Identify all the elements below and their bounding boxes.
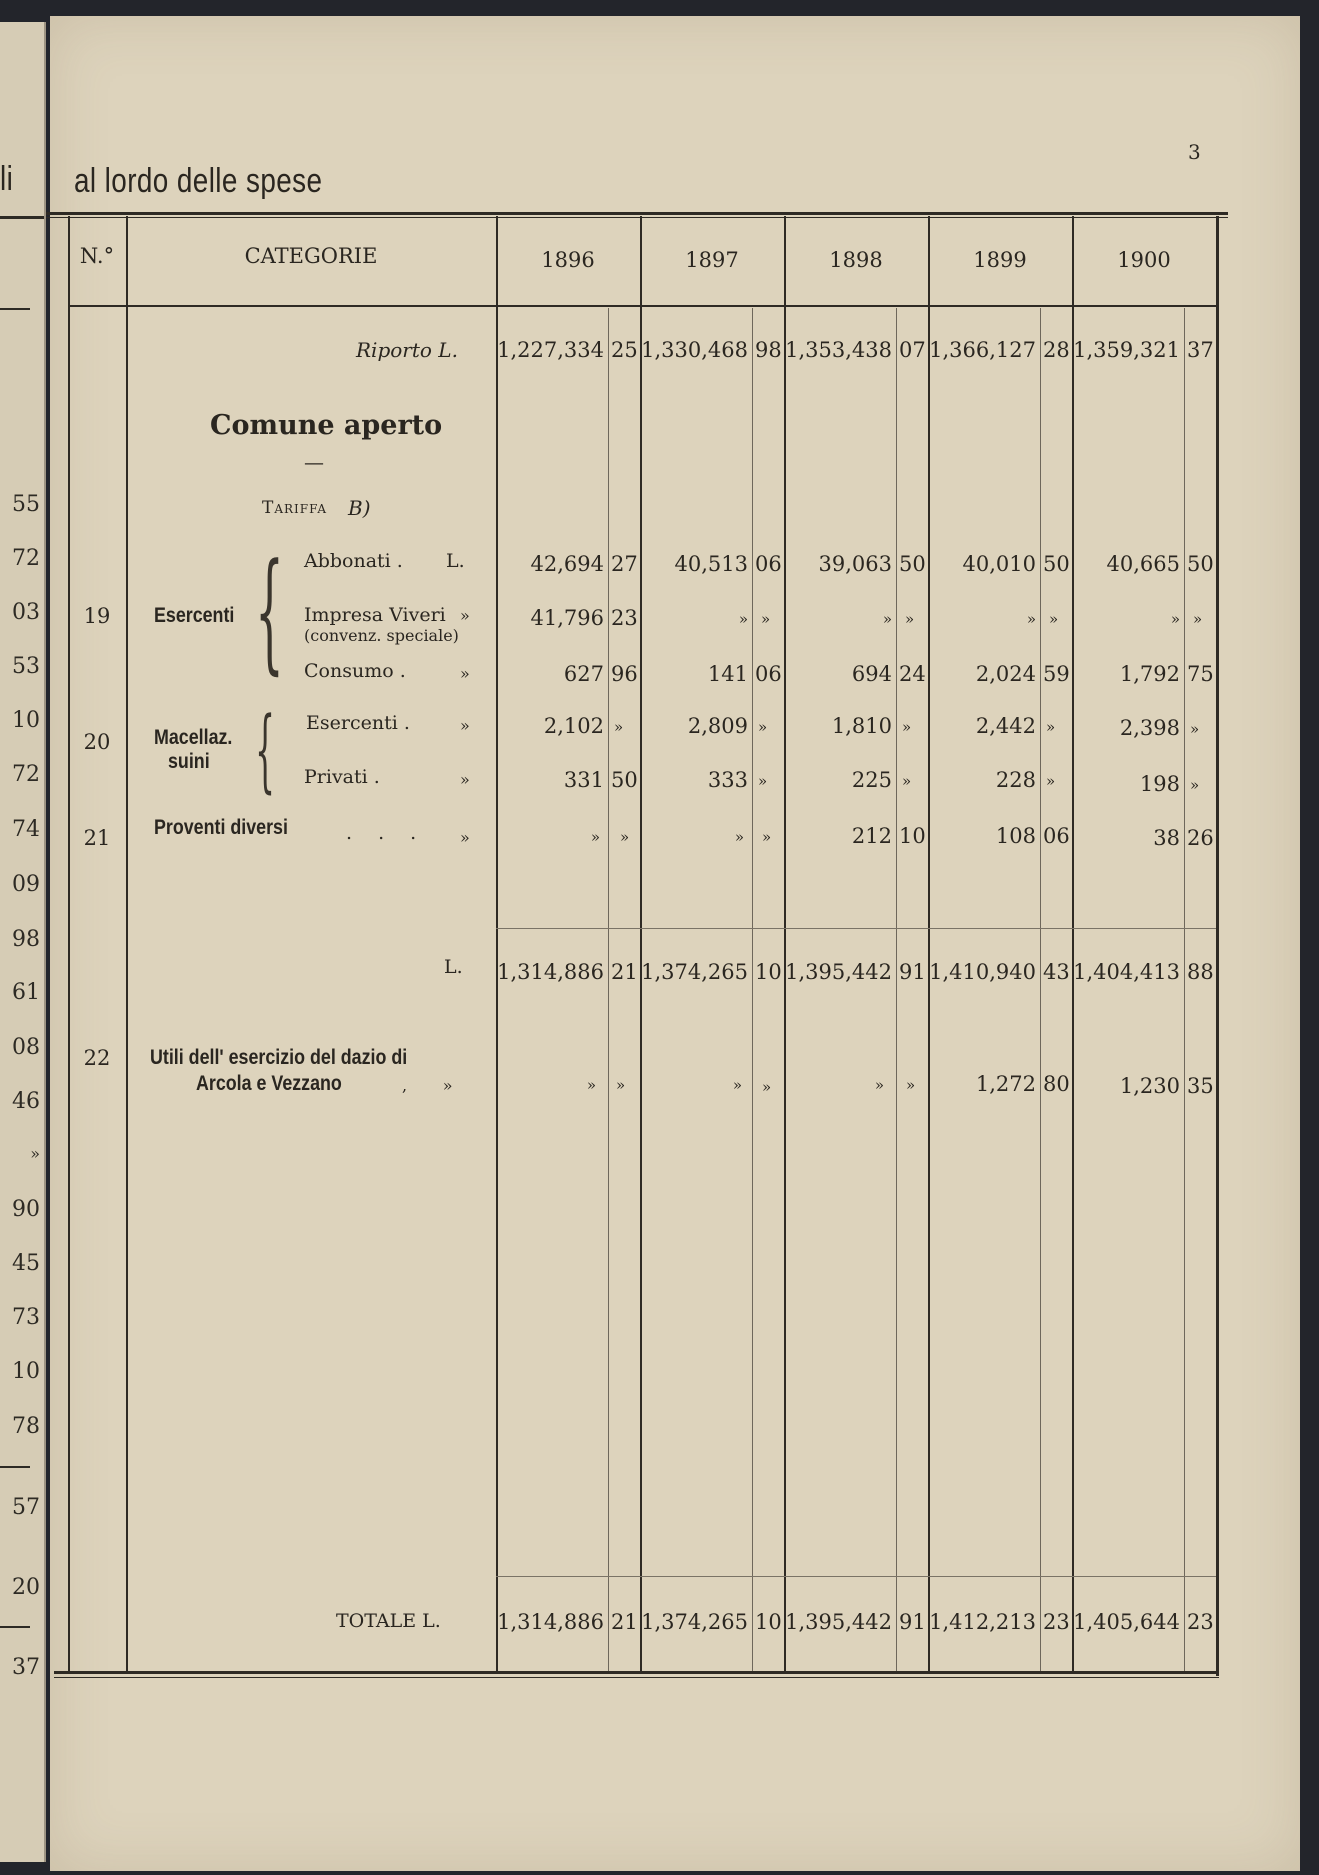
table-right-border [1216, 216, 1219, 1676]
utili-1898-lire: » [874, 1076, 884, 1094]
row-unit: L. [446, 550, 465, 572]
row-number-19: 19 [83, 604, 111, 628]
impresa-1896-lire: 41,796 [530, 606, 604, 630]
cents-divider [752, 308, 753, 1671]
total-1896-lire: 1,314,886 [497, 1610, 604, 1634]
previous-page-number: 73 [12, 1305, 40, 1330]
row-unit: » [460, 770, 470, 789]
row-number-22: 22 [83, 1046, 111, 1070]
previous-page-number: 55 [12, 492, 40, 517]
group-brace: { [255, 698, 276, 803]
impresa-1896-cents: 23 [611, 606, 638, 630]
row-label-privati: Privati . [304, 766, 380, 788]
privati-1898-cents: » [902, 772, 912, 790]
previous-page-number: 10 [12, 1359, 40, 1384]
header-year-1899: 1899 [973, 248, 1027, 272]
column-divider [784, 216, 786, 1671]
esercenti-1898-cents: » [902, 718, 912, 736]
previous-page-rule [0, 1626, 30, 1628]
privati-1899-cents: » [1046, 772, 1056, 790]
previous-page-number: 72 [12, 762, 40, 787]
riporto-1900-cents: 37 [1187, 338, 1214, 362]
riporto-label: Riporto L. [356, 338, 458, 362]
previous-page-number: 37 [12, 1655, 40, 1680]
utili-1898-cents: » [906, 1076, 916, 1094]
proventi-1899-cents: 06 [1043, 824, 1070, 848]
riporto-1899-lire: 1,366,127 [929, 338, 1036, 362]
riporto-1896-cents: 25 [611, 338, 638, 362]
privati-1897-lire: 333 [707, 768, 748, 792]
cents-divider [1040, 308, 1041, 1671]
row-unit: » [460, 828, 470, 847]
impresa-1899-cents: » [1049, 610, 1059, 628]
consumo-1899-lire: 2,024 [975, 662, 1036, 686]
previous-page-rule [0, 216, 44, 219]
subtotal-1900-cents: 88 [1187, 960, 1214, 984]
row-unit: » [460, 606, 470, 625]
header-year-1897: 1897 [685, 248, 739, 272]
impresa-1897-cents: » [761, 610, 771, 628]
proventi-1896-lire: » [590, 828, 600, 846]
subtotal-1898-cents: 91 [899, 960, 926, 984]
section-title: Comune aperto [210, 410, 443, 441]
previous-page-number: 57 [12, 1495, 40, 1520]
riporto-1898-lire: 1,353,438 [785, 338, 892, 362]
row-label-arcola-vezzano: Arcola e Vezzano [196, 1072, 342, 1095]
proventi-1896-cents: » [620, 828, 630, 846]
impresa-1899-lire: » [1026, 610, 1036, 628]
impresa-1898-cents: » [905, 610, 915, 628]
previous-page-edge [0, 22, 46, 1862]
tariff-letter: B) [348, 496, 371, 520]
tariff-label: Tariffa [262, 498, 328, 518]
table-bottom-rule-thin [54, 1677, 1219, 1678]
column-divider [496, 216, 498, 1671]
abbonati-1899-cents: 50 [1043, 552, 1070, 576]
row-unit: , » [402, 1076, 453, 1095]
riporto-1897-lire: 1,330,468 [641, 338, 748, 362]
utili-1900-lire: 1,230 [1119, 1074, 1180, 1098]
impresa-1900-cents: » [1193, 610, 1203, 628]
previous-page-number: 74 [12, 817, 40, 842]
privati-1897-cents: » [758, 772, 768, 790]
previous-page-number: 20 [12, 1575, 40, 1600]
header-year-1900: 1900 [1117, 248, 1171, 272]
page-title: al lordo delle spese [74, 162, 323, 200]
cents-divider [1184, 308, 1185, 1671]
subtotal-1897-lire: 1,374,265 [641, 960, 748, 984]
row-leader-dots: . . . [346, 822, 427, 844]
esercenti-1897-cents: » [758, 718, 768, 736]
previous-page-number: 46 [12, 1089, 40, 1114]
row-label-impresa-viveri: Impresa Viveri [304, 604, 446, 626]
previous-page-rule [0, 308, 30, 310]
previous-page-number: 72 [12, 546, 40, 571]
proventi-1897-lire: » [734, 828, 744, 846]
previous-page-number: 09 [12, 872, 40, 897]
group-label-suini: suini [168, 750, 210, 773]
group-label-macellaz: Macellaz. [154, 726, 233, 749]
abbonati-1897-lire: 40,513 [674, 552, 748, 576]
section-dash: — [304, 450, 324, 474]
previous-page-number: 78 [12, 1414, 40, 1439]
previous-page-number: 45 [12, 1251, 40, 1276]
subtotal-1900-lire: 1,404,413 [1073, 960, 1180, 984]
consumo-1896-cents: 96 [611, 662, 638, 686]
privati-1896-cents: 50 [611, 768, 638, 792]
abbonati-1896-lire: 42,694 [530, 552, 604, 576]
total-1898-cents: 91 [899, 1610, 926, 1634]
abbonati-1900-lire: 40,665 [1106, 552, 1180, 576]
header-number: N.° [79, 244, 115, 268]
esercenti-1896-cents: » [614, 718, 624, 736]
previous-page-number: » [30, 1144, 40, 1163]
abbonati-1896-cents: 27 [611, 552, 638, 576]
row-label-utili: Utili dell' esercizio del dazio di [150, 1046, 408, 1069]
row-unit: » [460, 664, 470, 683]
utili-1896-cents: » [616, 1076, 626, 1094]
abbonati-1898-cents: 50 [899, 552, 926, 576]
proventi-1900-lire: 38 [1153, 826, 1180, 850]
proventi-1897-cents: » [762, 828, 772, 846]
document-page [50, 16, 1300, 1871]
abbonati-1898-lire: 39,063 [818, 552, 892, 576]
abbonati-1897-cents: 06 [755, 552, 782, 576]
impresa-1897-lire: » [738, 610, 748, 628]
proventi-1900-cents: 26 [1187, 826, 1214, 850]
table-top-rule-thin [46, 217, 1228, 218]
cents-divider [608, 308, 609, 1671]
consumo-1900-cents: 75 [1187, 662, 1214, 686]
esercenti-1900-cents: » [1190, 720, 1200, 738]
row-label-proventi-diversi: Proventi diversi [154, 816, 288, 839]
subtotal-rule [496, 928, 1216, 929]
consumo-1897-lire: 141 [707, 662, 748, 686]
consumo-1896-lire: 627 [563, 662, 604, 686]
total-1897-lire: 1,374,265 [641, 1610, 748, 1634]
riporto-1898-cents: 07 [899, 338, 926, 362]
utili-1897-lire: » [732, 1076, 742, 1094]
previous-page-number: 03 [12, 600, 40, 625]
privati-1899-lire: 228 [995, 768, 1036, 792]
subtotal-1899-lire: 1,410,940 [929, 960, 1036, 984]
total-1899-lire: 1,412,213 [929, 1610, 1036, 1634]
row-sublabel-convenzione: (convenz. speciale) [304, 626, 459, 645]
consumo-1898-lire: 694 [851, 662, 892, 686]
previous-page-rule [0, 1466, 30, 1468]
column-divider [928, 216, 930, 1671]
header-categories: CATEGORIE [244, 244, 378, 268]
previous-page-number: 08 [12, 1035, 40, 1060]
consumo-1898-cents: 24 [899, 662, 926, 686]
total-rule [496, 1576, 1216, 1577]
group-label-esercenti: Esercenti [154, 604, 235, 627]
total-1900-cents: 23 [1187, 1610, 1214, 1634]
utili-1896-lire: » [586, 1076, 596, 1094]
column-divider [126, 216, 128, 1671]
riporto-1900-lire: 1,359,321 [1073, 338, 1180, 362]
proventi-1898-lire: 212 [851, 824, 892, 848]
header-year-1898: 1898 [829, 248, 883, 272]
total-1898-lire: 1,395,442 [785, 1610, 892, 1634]
riporto-1899-cents: 28 [1043, 338, 1070, 362]
consumo-1900-lire: 1,792 [1119, 662, 1180, 686]
subtotal-label: L. [444, 956, 463, 978]
esercenti-1897-lire: 2,809 [687, 714, 748, 738]
subtotal-1898-lire: 1,395,442 [785, 960, 892, 984]
proventi-1899-lire: 108 [995, 824, 1036, 848]
table-top-rule [46, 212, 1228, 215]
page-number: 3 [1188, 140, 1201, 164]
privati-1900-lire: 198 [1139, 772, 1180, 796]
previous-page-title-fragment: li [0, 160, 14, 198]
column-divider [68, 216, 70, 1671]
subtotal-1897-cents: 10 [755, 960, 782, 984]
column-divider [1072, 216, 1074, 1671]
esercenti-1900-lire: 2,398 [1119, 716, 1180, 740]
subtotal-1899-cents: 43 [1043, 960, 1070, 984]
esercenti-1899-cents: » [1046, 718, 1056, 736]
utili-1899-cents: 80 [1043, 1072, 1070, 1096]
impresa-1900-lire: » [1170, 610, 1180, 628]
column-divider [640, 216, 642, 1671]
row-number-20: 20 [83, 730, 111, 754]
row-unit: » [460, 716, 470, 735]
utili-1897-cents: » [762, 1078, 772, 1096]
cents-divider [896, 308, 897, 1671]
row-label-consumo: Consumo . [304, 660, 406, 682]
total-label: TOTALE L. [336, 1610, 441, 1632]
privati-1898-lire: 225 [851, 768, 892, 792]
abbonati-1899-lire: 40,010 [962, 552, 1036, 576]
consumo-1899-cents: 59 [1043, 662, 1070, 686]
impresa-1898-lire: » [882, 610, 892, 628]
previous-page-number: 10 [12, 708, 40, 733]
total-1897-cents: 10 [755, 1610, 782, 1634]
consumo-1897-cents: 06 [755, 662, 782, 686]
row-number-21: 21 [83, 826, 111, 850]
privati-1900-cents: » [1190, 776, 1200, 794]
abbonati-1900-cents: 50 [1187, 552, 1214, 576]
total-1896-cents: 21 [611, 1610, 638, 1634]
riporto-1896-lire: 1,227,334 [497, 338, 604, 362]
table-bottom-rule [54, 1671, 1219, 1674]
row-label-abbonati: Abbonati . [304, 550, 403, 572]
previous-page-number: 61 [12, 980, 40, 1005]
header-year-1896: 1896 [541, 248, 595, 272]
utili-1900-cents: 35 [1187, 1074, 1214, 1098]
esercenti-1899-lire: 2,442 [975, 714, 1036, 738]
esercenti-1898-lire: 1,810 [831, 714, 892, 738]
proventi-1898-cents: 10 [899, 824, 926, 848]
privati-1896-lire: 331 [563, 768, 604, 792]
previous-page-number: 53 [12, 654, 40, 679]
row-label-esercenti: Esercenti . [306, 712, 410, 734]
header-bottom-rule [68, 305, 1218, 307]
subtotal-1896-cents: 21 [611, 960, 638, 984]
riporto-1897-cents: 98 [755, 338, 782, 362]
subtotal-1896-lire: 1,314,886 [497, 960, 604, 984]
group-brace: { [255, 535, 284, 687]
previous-page-number: 90 [12, 1197, 40, 1222]
total-1899-cents: 23 [1043, 1610, 1070, 1634]
utili-1899-lire: 1,272 [975, 1072, 1036, 1096]
previous-page-number: 98 [12, 927, 40, 952]
esercenti-1896-lire: 2,102 [543, 714, 604, 738]
total-1900-lire: 1,405,644 [1073, 1610, 1180, 1634]
